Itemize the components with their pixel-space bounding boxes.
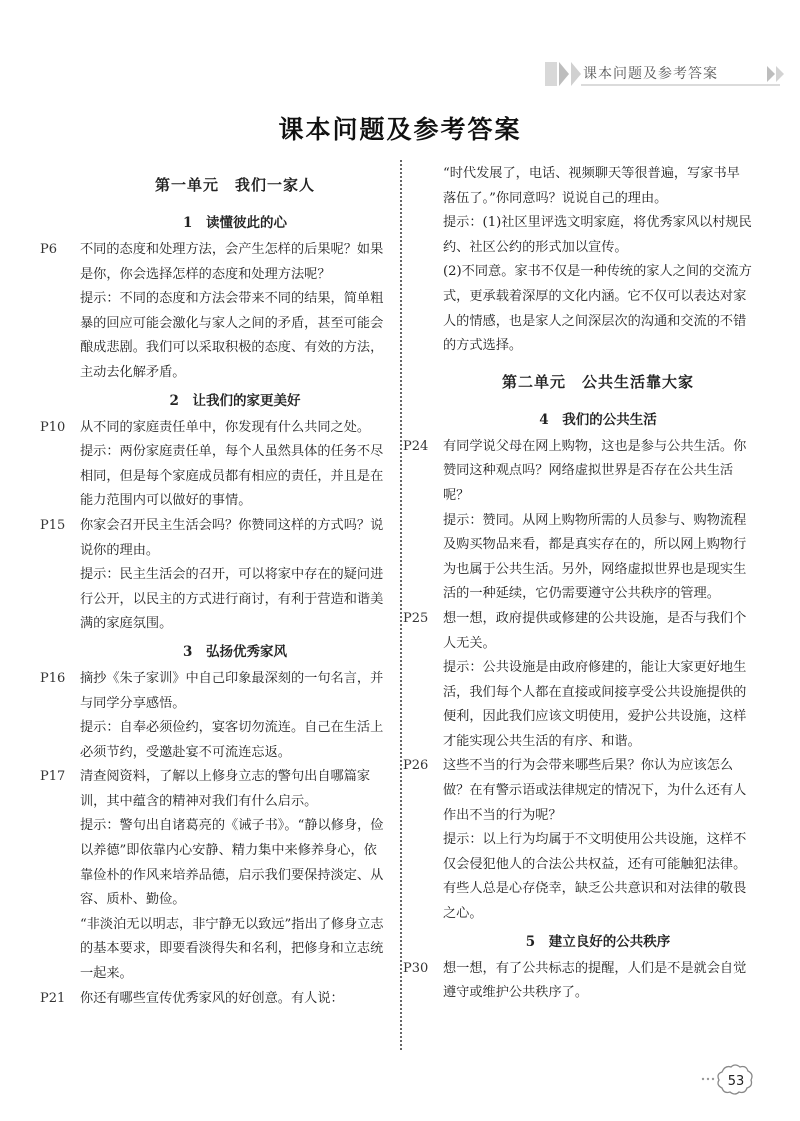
question-block bbox=[40, 514, 390, 637]
page-number-badge bbox=[700, 1062, 760, 1096]
lesson-heading: 5 建立良好的公共秩序 bbox=[525, 933, 671, 950]
page-ref: P21 bbox=[40, 990, 66, 1006]
answer-text: 提示：自奉必须俭约，宴客切勿流连。自己在生活上必须节约，受邀赴宴不可流连忘返。 bbox=[80, 720, 384, 760]
question-block bbox=[403, 957, 753, 1006]
question-text: 清查阅资料，了解以上修身立志的警句出自哪篇家训，其中蕴含的精神对我们有什么启示。 bbox=[80, 769, 371, 809]
lesson-heading: 4 我们的公共生活 bbox=[539, 411, 657, 428]
page-ref: P26 bbox=[403, 758, 429, 774]
question-block bbox=[40, 238, 390, 386]
question-block bbox=[40, 987, 390, 1012]
answer-text: 提示：民主生活会的召开，可以将家中存在的疑问进行公开，以民主的方式进行商讨，有利于营造和谐美满的家庭氛围。 bbox=[80, 567, 384, 632]
page-ref: P30 bbox=[403, 960, 429, 976]
header-title: 课本问题及参考答案 bbox=[583, 66, 718, 82]
question-text: 不同的态度和处理方法，会产生怎样的后果呢？如果是你，你会选择怎样的态度和处理方法呢？ bbox=[80, 242, 384, 282]
question-text: 想一想，政府提供或修建的公共设施，是否与我们个人无关。 bbox=[443, 610, 747, 651]
page-ref: P15 bbox=[40, 517, 66, 533]
answer-text: 提示：公共设施是由政府修建的，能让大家更好地生活，我们每个人都在直接或间接享受公共设施提供的便利，因此我们应该文明使用，爱护公共设施，这样才能实现公共生活的有序、和谐。 bbox=[443, 660, 747, 749]
answer-text: 提示：赞同。从网上购物所需的人员参与、购物流程及购买物品来看，都是真实存在的，所以网上购物行为也属于公共生活。另外，网络虚拟世界也是现实生活的一种延续，它仍需要遵守公共秩序的管理。 bbox=[443, 512, 747, 602]
answer-text: 提示：不同的态度和方法会带来不同的结果，简单粗暴的回应可能会激化与家人之间的矛盾，甚至可能会酿成悲剧。我们可以采取积极的态度、有效的方法，主动去化解矛盾。 bbox=[80, 291, 384, 380]
answer-text: 提示：警句出自诸葛亮的《诫子书》。“静以修身，俭以养德”即依靠内心安静、精力集中来修养身心，依靠俭朴的作风来培养品德，启示我们要保持淡定、从容、质朴、勤俭。 bbox=[80, 818, 384, 908]
lesson-heading: 1 读懂彼此的心 bbox=[183, 215, 287, 231]
question-text: 从不同的家庭责任单中，你发现有什么共同之处。 bbox=[80, 419, 371, 435]
answer-text: 提示：两份家庭责任单，每个人虽然具体的任务不尽相同，但是每个家庭成员都有相应的责任，并且是在能力范围内可以做好的事情。 bbox=[80, 444, 384, 509]
page-ref: P10 bbox=[40, 419, 66, 435]
page-ref: P16 bbox=[40, 670, 66, 686]
page-ref: P17 bbox=[40, 769, 66, 785]
left-column bbox=[40, 162, 390, 1011]
page-ref: P25 bbox=[403, 610, 429, 626]
page-number: 53 bbox=[727, 1074, 745, 1089]
lesson-heading: 2 让我们的家更美好 bbox=[169, 392, 301, 409]
column-divider bbox=[400, 160, 402, 1050]
question-block bbox=[403, 754, 753, 926]
answer-text: “非淡泊无以明志，非宁静无以致远”指出了修身立志的基本要求，即要看淡得失和名利，把修身和立志统一起来。 bbox=[80, 916, 384, 982]
question-text: 有同学说父母在网上购物，这也是参与公共生活。你赞同这种观点吗？网络虚拟世界是否存在公共生活呢？ bbox=[443, 438, 747, 503]
answer-text: (2)不同意。家书不仅是一种传统的家人之间的交流方式，更承载着深厚的文化内涵。它不仅可以表达对家人的情感，也是家人之间深层次的沟通和交流的不错的方式选择。 bbox=[443, 264, 752, 354]
right-column bbox=[403, 162, 753, 1006]
question-text: 这些不当的行为会带来哪些后果？你认为应该怎么做？在有警示语或法律规定的情况下，为什么还有人作出不当的行为呢？ bbox=[443, 758, 747, 823]
question-block bbox=[403, 607, 753, 755]
answer-text: 提示：(1)社区里评选文明家庭，将优秀家风以村规民约、社区公约的形式加以宣传。 bbox=[443, 215, 752, 255]
unit-heading: 第二单元 公共生活靠大家 bbox=[501, 372, 694, 391]
question-block bbox=[40, 667, 390, 765]
question-text: 摘抄《朱子家训》中自己印象最深刻的一句名言，并与同学分享感悟。 bbox=[80, 670, 384, 711]
answer-text: 提示：以上行为均属于不文明使用公共设施，这样不仅会侵犯他人的合法公共权益，还有可能触犯法律。有些人总是心存侥幸，缺乏公共意识和对法律的敬畏之心。 bbox=[443, 832, 747, 922]
question-block bbox=[40, 416, 390, 514]
question-block bbox=[40, 765, 390, 986]
page-ref: P24 bbox=[403, 438, 429, 454]
unit-heading: 第一单元 我们一家人 bbox=[154, 176, 315, 194]
question-text: 你还有哪些宣传优秀家风的好创意。有人说： bbox=[80, 990, 344, 1006]
page-title: 课本问题及参考答案 bbox=[278, 115, 522, 144]
page-ref: P6 bbox=[40, 242, 58, 257]
question-text: 你家会召开民主生活会吗？你赞同这样的方式吗？说说你的理由。 bbox=[80, 517, 384, 558]
question-block bbox=[403, 435, 753, 607]
question-text: “时代发展了，电话、视频聊天等很普遍，写家书早落伍了。”你同意吗？说说自己的理由。 bbox=[443, 166, 740, 206]
lesson-heading: 3 弘扬优秀家风 bbox=[183, 643, 287, 660]
question-text: 想一想，有了公共标志的提醒，人们是不是就会自觉遵守或维护公共秩序了。 bbox=[443, 960, 747, 1001]
